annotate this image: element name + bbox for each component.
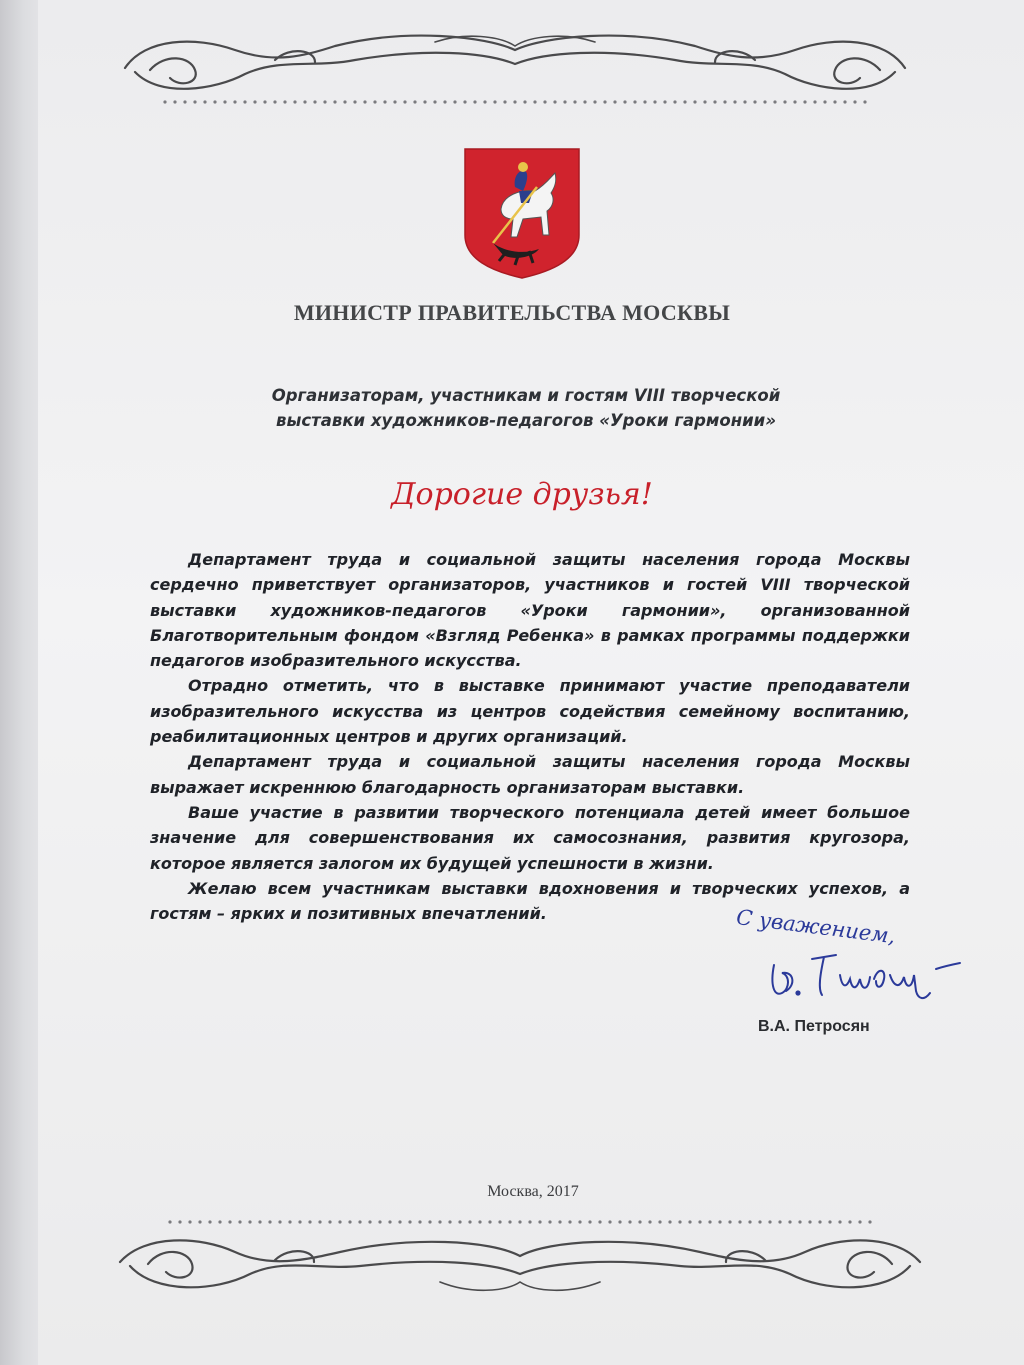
paragraph-5: Желаю всем участникам выставки вдохновения и творческих успехов, а гостям – ярких и позитивных впечатлений. xyxy=(150,878,910,924)
paragraph-4: Ваше участие в развитии творческого потенциала детей имеет большое значение для совершенствования их самосознания, развития кругозора, которое является залогом их будущей успешности в жизни. xyxy=(150,802,910,873)
handwritten-regards: С уважением, xyxy=(735,905,897,949)
bottom-ornament-icon xyxy=(100,1212,940,1302)
paragraph-1: Департамент труда и социальной защиты населения города Москвы сердечно приветствует организаторов, участников и гостей VIII творческой выставки художников-педагогов «Уроки гармонии», организованной Благотворительным фондом «Взгляд Ребенка» в рамках программы поддержки педагогов изобразительного искусства. xyxy=(150,550,910,671)
page-edge-shadow xyxy=(0,0,40,1365)
city-and-year: Москва, 2017 xyxy=(487,1183,579,1200)
ministry-title: МИНИСТР ПРАВИТЕЛЬСТВА МОСКВЫ xyxy=(293,300,731,325)
moscow-coat-of-arms-icon xyxy=(463,147,581,280)
handwritten-signature-icon xyxy=(760,945,965,1005)
signer-name: В.А. Петросян xyxy=(758,1018,870,1035)
addressee-line-1: Организаторам, участникам и гостям VIII творческой xyxy=(271,386,781,405)
paragraph-3: Департамент труда и социальной защиты населения города Москвы выражает искреннюю благодарность организаторам выставки. xyxy=(150,752,910,797)
paragraph-2: Отрадно отметить, что в выставке принимают участие преподаватели изобразительного искусства из центров содействия семейному воспитанию, реабилитационных центров и других организаций. xyxy=(150,676,910,747)
top-ornament-icon xyxy=(105,28,925,108)
letter-body xyxy=(150,547,910,926)
greeting: Дорогие друзья! xyxy=(391,477,653,512)
addressee-line-2: выставки художников-педагогов «Уроки гармонии» xyxy=(276,411,776,430)
addressee-block xyxy=(0,383,1024,433)
